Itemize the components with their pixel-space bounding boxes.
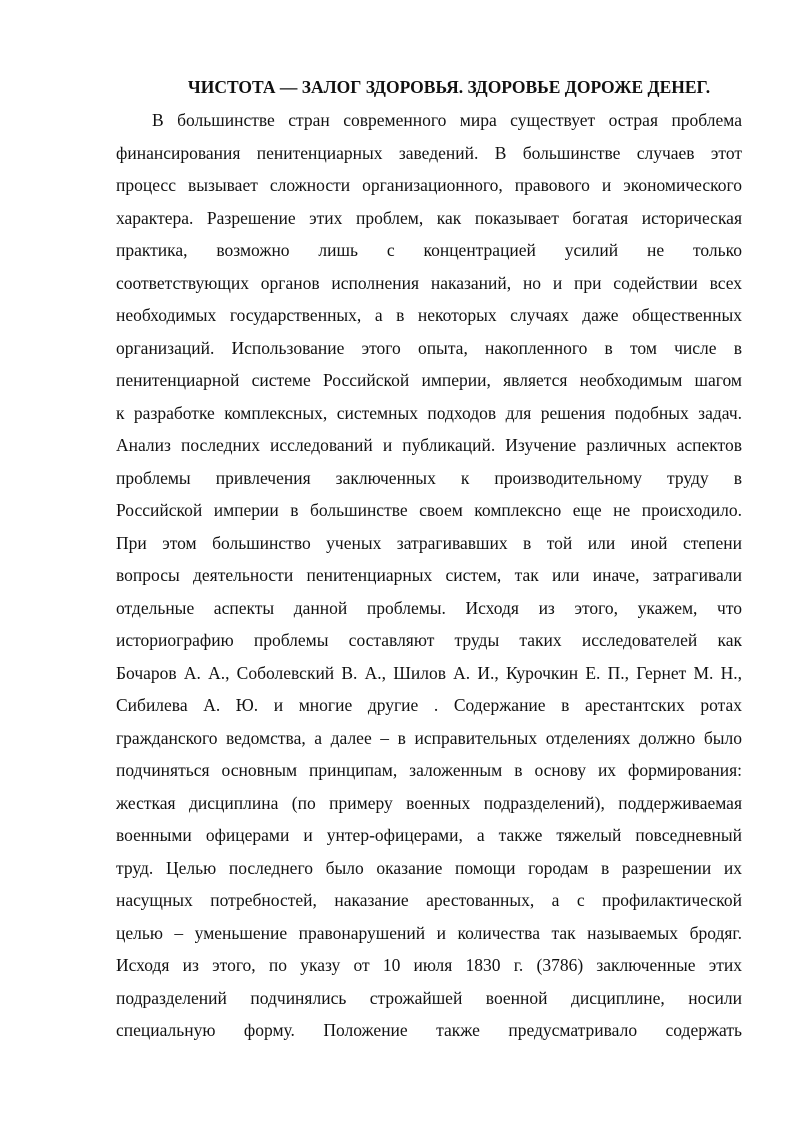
text-line: жесткая дисциплина (по примеру военных подразделений), поддерживаемая xyxy=(116,792,742,813)
text-line: соответствующих органов исполнения наказаний, но и при содействии всех xyxy=(116,272,742,293)
text-line: практика, возможно лишь с концентрацией усилий не только xyxy=(116,240,742,260)
text-line: проблемы привлечения заключенных к производительному труду в xyxy=(116,467,742,488)
page-title: ЧИСТОТА — ЗАЛОГ ЗДОРОВЬЯ. ЗДОРОВЬЕ ДОРОЖЕ ДЕНЕГ. xyxy=(187,77,711,97)
text-line: подразделений подчинялись строжайшей военной дисциплине, носили xyxy=(116,987,742,1008)
text-line: финансирования пенитенциарных заведений. В большинстве случаев этот xyxy=(116,142,742,163)
text-line: Анализ последних исследований и публикаций. Изучение различных аспектов xyxy=(116,435,742,455)
text-line: Бочаров А. А., Соболевский В. А., Шилов А. И., Курочкин Е. П., Гернет М. Н., xyxy=(116,662,742,683)
text-line: к разработке комплексных, системных подходов для решения подобных задач. xyxy=(116,402,742,423)
text-line: процесс вызывает сложности организационного, правового и экономического xyxy=(116,175,742,195)
text-line: Исходя из этого, по указу от 10 июля 1830 г. (3786) заключенные этих xyxy=(116,955,742,975)
text-line: насущных потребностей, наказание арестованных, а с профилактической xyxy=(116,890,742,910)
text-line: труд. Целью последнего было оказание помощи городам в разрешении их xyxy=(116,857,742,878)
text-line: историографию проблемы составляют труды таких исследователей как xyxy=(116,630,742,650)
text-line: военными офицерами и унтер-офицерами, а также тяжелый повседневный xyxy=(116,825,742,845)
text-line: пенитенциарной системе Российской империи, является необходимым шагом xyxy=(116,370,742,390)
text-line: вопросы деятельности пенитенциарных систем, так или иначе, затрагивали xyxy=(116,565,742,585)
text-line: В большинстве стран современного мира существует острая проблема xyxy=(152,110,742,130)
text-line: Российской империи в большинстве своем комплексно еще не происходило. xyxy=(116,500,742,520)
text-line: специальную форму. Положение также предусматривало содержать xyxy=(116,1020,742,1040)
text-line: характера. Разрешение этих проблем, как показывает богатая историческая xyxy=(116,207,742,228)
text-line: целью – уменьшение правонарушений и количества так называемых бродяг. xyxy=(116,922,742,943)
text-line: организаций. Использование этого опыта, накопленного в том числе в xyxy=(116,337,742,358)
text-line: При этом большинство ученых затрагивавших в той или иной степени xyxy=(116,532,742,553)
text-line: Сибилева А. Ю. и многие другие . Содержание в арестантских ротах xyxy=(116,695,742,715)
text-line: подчиняться основным принципам, заложенным в основу их формирования: xyxy=(116,760,742,780)
text-line: необходимых государственных, а в некоторых случаях даже общественных xyxy=(116,305,742,325)
text-line: отдельные аспекты данной проблемы. Исходя из этого, укажем, что xyxy=(116,597,742,618)
body-text xyxy=(116,104,742,1047)
text-line: гражданского ведомства, а далее – в исправительных отделениях должно было xyxy=(116,727,742,748)
